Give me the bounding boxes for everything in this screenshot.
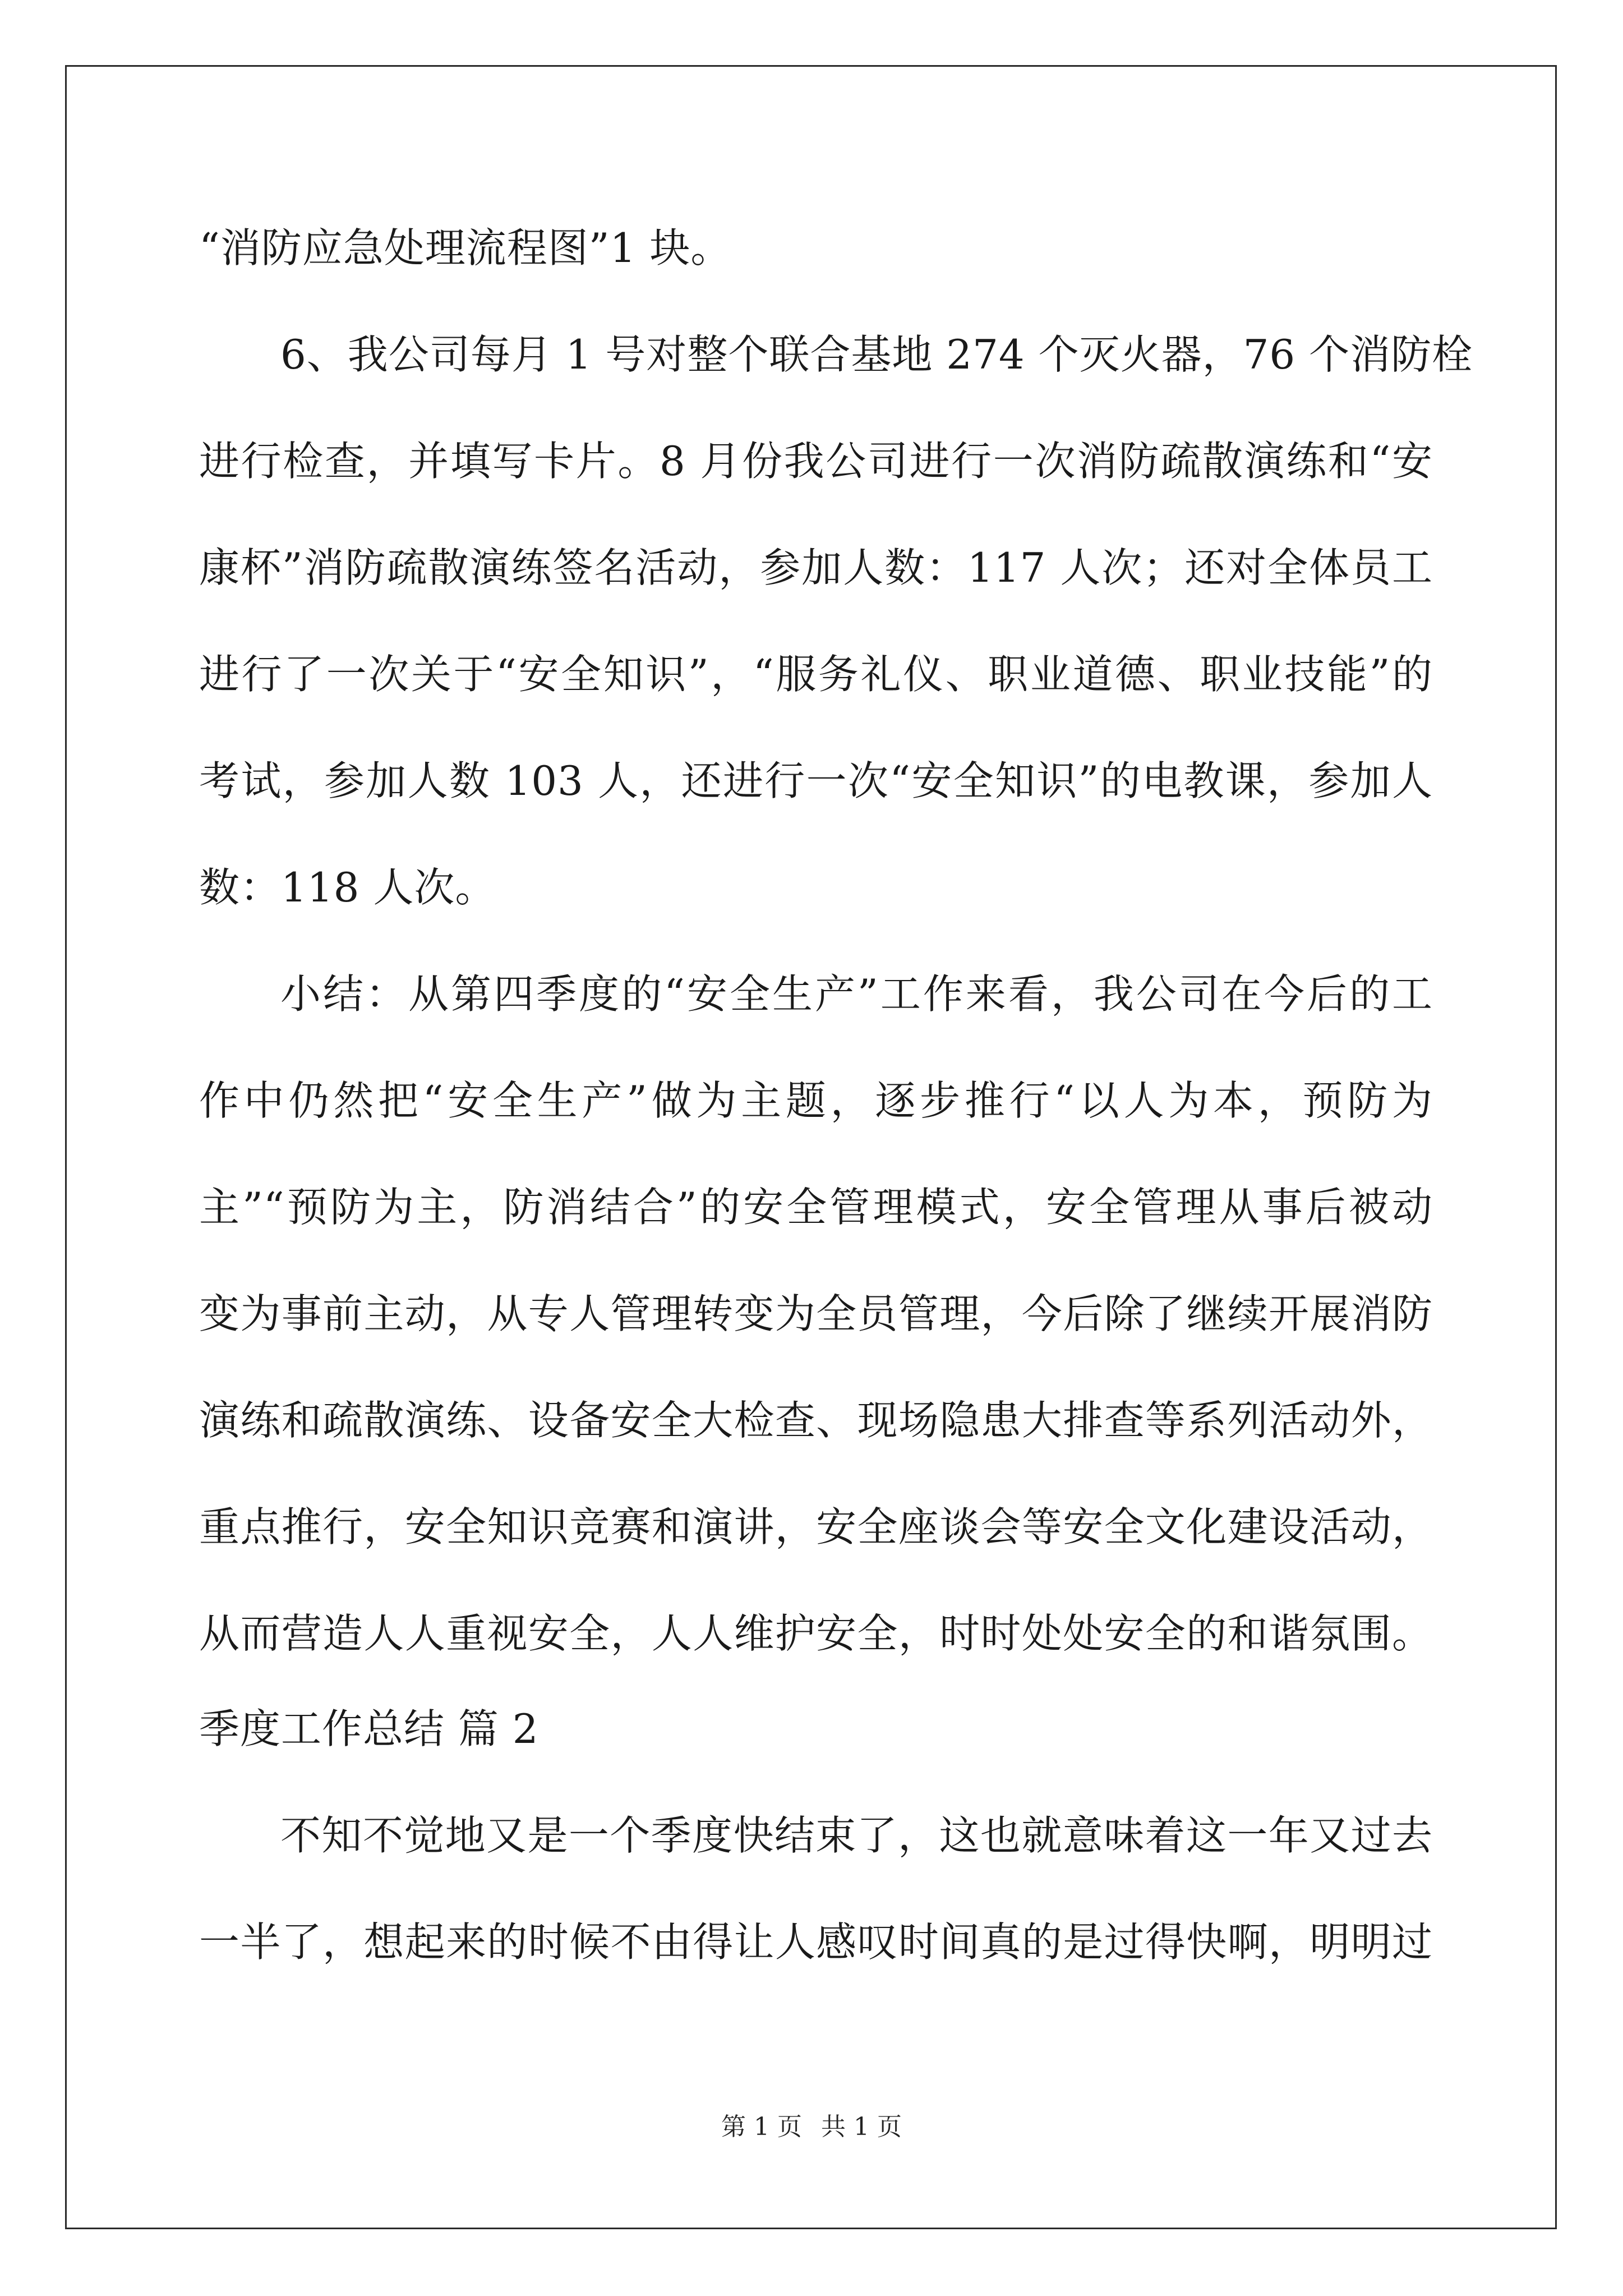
paragraph-line: 重点推行，安全知识竞赛和演讲，安全座谈会等安全文化建设活动， bbox=[199, 1503, 1433, 1550]
paragraph-line: 6、我公司每月 1 号对整个联合基地 274 个灭火器，76 个消防栓 bbox=[280, 331, 1473, 378]
paragraph-line: 一半了，想起来的时候不由得让人感叹时间真的是过得快啊，明明过 bbox=[199, 1918, 1433, 1966]
section-heading: 季度工作总结 篇 2 bbox=[199, 1705, 539, 1752]
paragraph-line: 进行了一次关于“安全知识”，“服务礼仪、职业道德、职业技能”的 bbox=[199, 651, 1433, 698]
page-total: 共 1 页 bbox=[821, 2113, 902, 2141]
paragraph-line: 考试，参加人数 103 人，还进行一次“安全知识”的电教课，参加人 bbox=[199, 757, 1433, 804]
page-footer bbox=[0, 2110, 1623, 2144]
paragraph-line: 不知不觉地又是一个季度快结束了，这也就意味着这一年又过去 bbox=[280, 1812, 1433, 1859]
paragraph-line: “消防应急处理流程图”1 块。 bbox=[199, 224, 732, 272]
page-number: 第 1 页 bbox=[721, 2113, 802, 2141]
paragraph-line: 康杯”消防疏散演练签名活动，参加人数：117 人次；还对全体员工 bbox=[199, 544, 1433, 591]
paragraph-line: 小结：从第四季度的“安全生产”工作来看，我公司在今后的工 bbox=[280, 970, 1433, 1018]
paragraph-line: 演练和疏散演练、设备安全大检查、现场隐患大排查等系列活动外， bbox=[199, 1397, 1433, 1444]
paragraph-line: 主”“预防为主，防消结合”的安全管理模式，安全管理从事后被动 bbox=[199, 1184, 1433, 1231]
paragraph-line: 变为事前主动，从专人管理转变为全员管理，今后除了继续开展消防 bbox=[199, 1290, 1433, 1337]
paragraph-line: 数：118 人次。 bbox=[199, 864, 496, 911]
paragraph-line: 进行检查，并填写卡片。8 月份我公司进行一次消防疏散演练和“安 bbox=[199, 438, 1433, 485]
page-border bbox=[65, 65, 1557, 2229]
paragraph-line: 作中仍然把“安全生产”做为主题，逐步推行“以人为本，预防为 bbox=[199, 1077, 1433, 1124]
paragraph-line: 从而营造人人重视安全，人人维护安全，时时处处安全的和谐氛围。 bbox=[199, 1610, 1433, 1657]
